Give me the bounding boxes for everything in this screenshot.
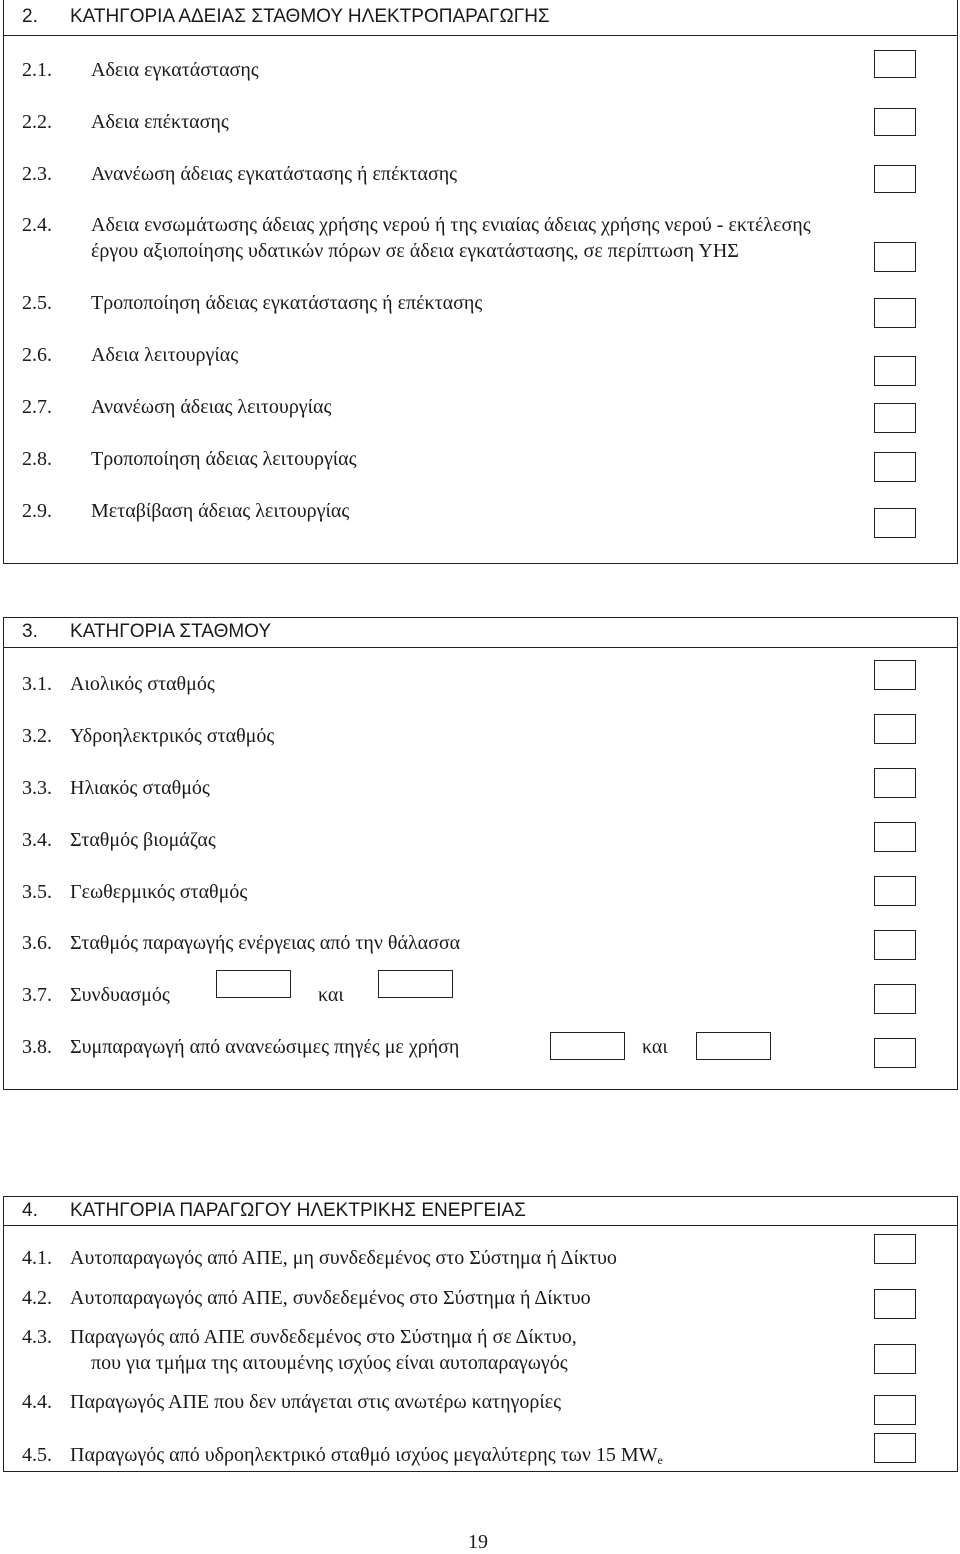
item-3-8-first-source-field[interactable] — [550, 1032, 625, 1060]
item-4-3-label: Παραγωγός από ΑΠΕ συνδεδεμένος στο Σύστημα ή σε Δίκτυο, — [70, 1326, 577, 1348]
item-2-3-checkbox[interactable] — [874, 165, 916, 193]
item-3-8-second-source-field[interactable] — [696, 1032, 771, 1060]
item-2-8-number: 2.8. — [22, 448, 52, 470]
item-2-3-number: 2.3. — [22, 163, 52, 185]
item-2-7-number: 2.7. — [22, 396, 52, 418]
item-2-6-checkbox[interactable] — [874, 356, 916, 386]
item-3-1-label: Αιολικός σταθμός — [70, 673, 215, 695]
item-3-8-checkbox[interactable] — [874, 1038, 916, 1068]
item-3-7-label: Συνδυασμός — [70, 984, 170, 1006]
item-4-5-label: Παραγωγός από υδροηλεκτρικό σταθμό ισχύος μεγαλύτερης των 15 MW — [70, 1444, 658, 1466]
item-2-3-label: Ανανέωση άδειας εγκατάστασης ή επέκτασης — [91, 163, 458, 185]
item-2-8-checkbox[interactable] — [874, 452, 916, 482]
item-3-3-label: Ηλιακός σταθμός — [70, 777, 210, 799]
item-2-9-label: Μεταβίβαση άδειας λειτουργίας — [91, 500, 350, 522]
section-3-title: ΚΑΤΗΓΟΡΙΑ ΣΤΑΘΜΟΥ — [70, 621, 272, 642]
item-2-5-label: Τροποποίηση άδειας εγκατάστασης ή επέκτασης — [91, 292, 483, 314]
item-3-4-checkbox[interactable] — [874, 822, 916, 852]
item-2-8-label: Τροποποίηση άδειας λειτουργίας — [91, 448, 357, 470]
item-2-1-label: Αδεια εγκατάστασης — [91, 59, 259, 81]
item-4-4-number: 4.4. — [22, 1391, 52, 1413]
item-4-4-label: Παραγωγός ΑΠΕ που δεν υπάγεται στις ανωτέρω κατηγορίες — [70, 1391, 562, 1413]
item-3-7-first-source-field[interactable] — [216, 970, 291, 998]
item-3-3-checkbox[interactable] — [874, 768, 916, 798]
item-2-2-number: 2.2. — [22, 111, 52, 133]
item-3-8-label: Συμπαραγωγή από ανανεώσιμες πηγές με χρήση — [70, 1036, 460, 1058]
item-3-2-label: Υδροηλεκτρικός σταθμός — [70, 725, 275, 747]
item-2-2-checkbox[interactable] — [874, 108, 916, 136]
item-3-1-checkbox[interactable] — [874, 660, 916, 690]
section-2-number: 2. — [22, 6, 38, 27]
item-4-5-number: 4.5. — [22, 1444, 52, 1466]
item-2-4-label: Αδεια ενσωμάτωσης άδειας χρήσης νερού ή της ενιαίας άδειας χρήσης νερού - εκτέλεσης — [91, 214, 811, 236]
item-2-1-checkbox[interactable] — [874, 50, 916, 78]
item-4-4-checkbox[interactable] — [874, 1395, 916, 1425]
item-3-5-number: 3.5. — [22, 881, 52, 903]
page-number: 19 — [468, 1531, 488, 1553]
item-3-8-and-label: και — [642, 1036, 668, 1058]
item-4-5-label-wrap — [70, 1444, 663, 1468]
item-4-5-checkbox[interactable] — [874, 1433, 916, 1463]
section-3-number: 3. — [22, 621, 38, 642]
item-3-6-checkbox[interactable] — [874, 930, 916, 960]
item-4-5-label-subscript: e — [657, 1453, 663, 1467]
item-3-7-checkbox[interactable] — [874, 984, 916, 1014]
item-2-7-label: Ανανέωση άδειας λειτουργίας — [91, 396, 332, 418]
item-4-3-number: 4.3. — [22, 1326, 52, 1348]
item-3-6-label: Σταθμός παραγωγής ενέργειας από την θάλασσα — [70, 932, 461, 954]
item-3-5-checkbox[interactable] — [874, 876, 916, 906]
item-4-2-checkbox[interactable] — [874, 1289, 916, 1319]
item-2-4-label-line2: έργου αξιοποίησης υδατικών πόρων σε άδεια εγκατάστασης, σε περίπτωση ΥΗΣ — [91, 240, 739, 262]
item-3-3-number: 3.3. — [22, 777, 52, 799]
item-2-5-checkbox[interactable] — [874, 298, 916, 328]
item-4-1-checkbox[interactable] — [874, 1234, 916, 1264]
item-4-3-label-line2: που για τμήμα της αιτουμένης ισχύος είναι αυτοπαραγωγός — [91, 1352, 568, 1374]
item-3-4-number: 3.4. — [22, 829, 52, 851]
item-3-8-number: 3.8. — [22, 1036, 52, 1058]
item-3-6-number: 3.6. — [22, 932, 52, 954]
item-3-5-label: Γεωθερμικός σταθμός — [70, 881, 248, 903]
item-4-1-label: Αυτοπαραγωγός από ΑΠΕ, μη συνδεδεμένος στο Σύστημα ή Δίκτυο — [70, 1247, 617, 1269]
item-4-3-checkbox[interactable] — [874, 1344, 916, 1374]
section-4-title: ΚΑΤΗΓΟΡΙΑ ΠΑΡΑΓΩΓΟΥ ΗΛΕΚΤΡΙΚΗΣ ΕΝΕΡΓΕΙΑΣ — [70, 1200, 526, 1221]
section-2-frame — [3, 0, 958, 564]
item-2-4-number: 2.4. — [22, 214, 52, 236]
item-3-7-number: 3.7. — [22, 984, 52, 1006]
item-3-2-number: 3.2. — [22, 725, 52, 747]
item-2-5-number: 2.5. — [22, 292, 52, 314]
item-4-2-number: 4.2. — [22, 1287, 52, 1309]
section-2-title: ΚΑΤΗΓΟΡΙΑ ΑΔΕΙΑΣ ΣΤΑΘΜΟΥ ΗΛΕΚΤΡΟΠΑΡΑΓΩΓΗΣ — [70, 6, 550, 27]
item-3-1-number: 3.1. — [22, 673, 52, 695]
item-3-2-checkbox[interactable] — [874, 714, 916, 744]
item-2-9-number: 2.9. — [22, 500, 52, 522]
item-4-2-label: Αυτοπαραγωγός από ΑΠΕ, συνδεδεμένος στο Σύστημα ή Δίκτυο — [70, 1287, 591, 1309]
item-2-1-number: 2.1. — [22, 59, 52, 81]
item-3-7-second-source-field[interactable] — [378, 970, 453, 998]
item-4-1-number: 4.1. — [22, 1247, 52, 1269]
item-2-6-label: Αδεια λειτουργίας — [91, 344, 239, 366]
item-3-7-and-label: και — [318, 984, 344, 1006]
item-2-4-checkbox[interactable] — [874, 242, 916, 272]
item-2-7-checkbox[interactable] — [874, 403, 916, 433]
section-4-number: 4. — [22, 1200, 38, 1221]
item-2-2-label: Αδεια επέκτασης — [91, 111, 229, 133]
item-2-9-checkbox[interactable] — [874, 508, 916, 538]
item-3-4-label: Σταθμός βιομάζας — [70, 829, 216, 851]
item-2-6-number: 2.6. — [22, 344, 52, 366]
